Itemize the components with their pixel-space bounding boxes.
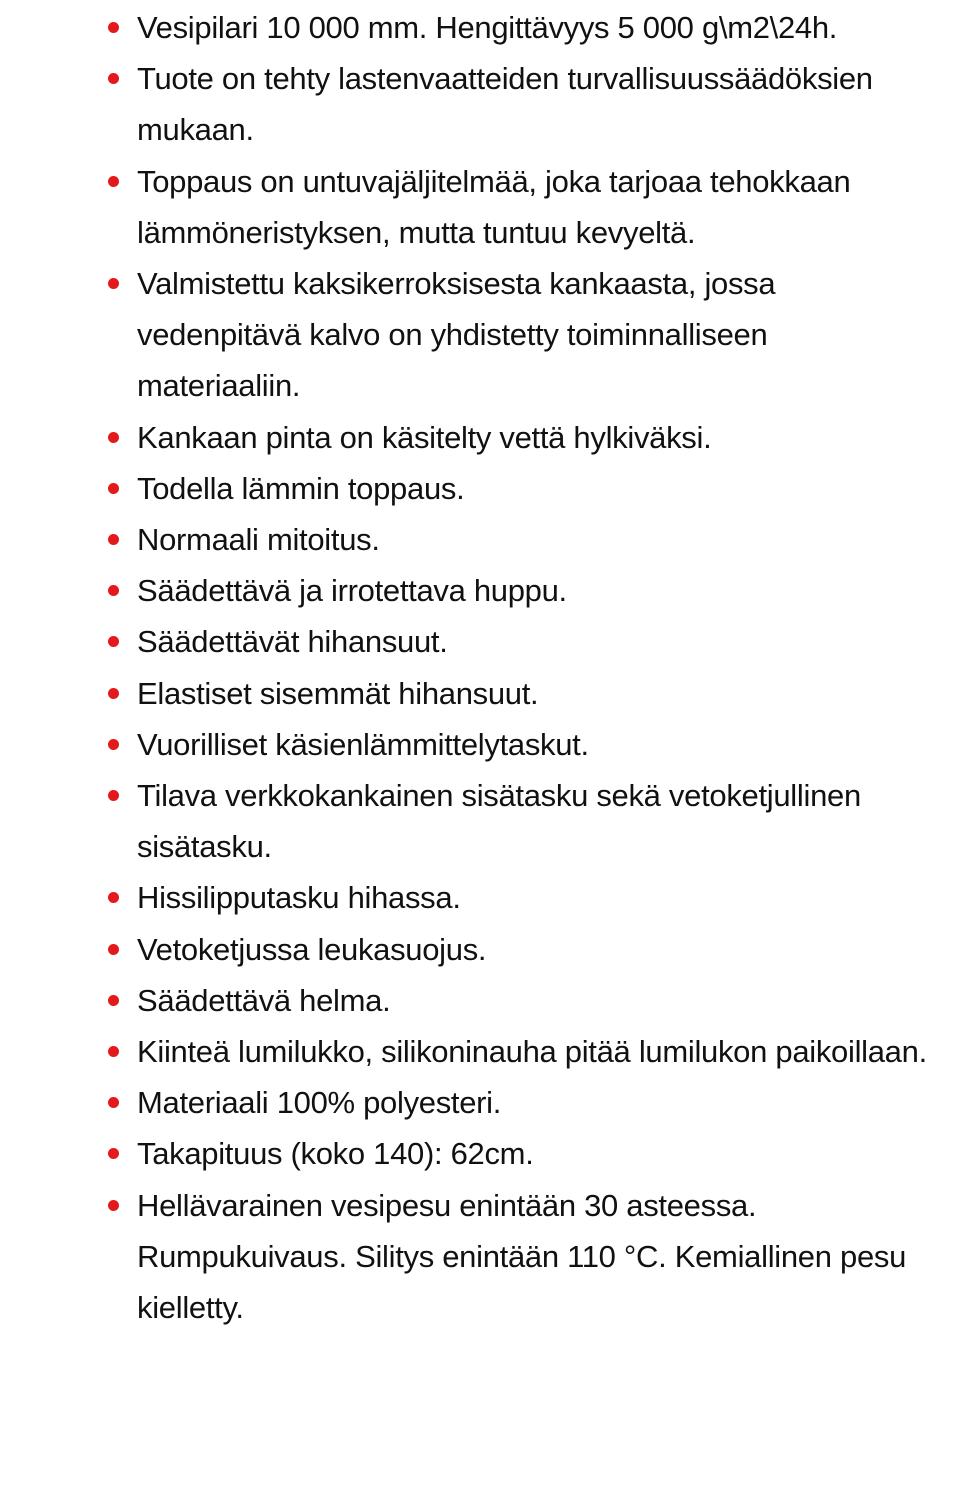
bullet-icon bbox=[108, 1046, 119, 1057]
feature-item bbox=[137, 668, 927, 719]
feature-item bbox=[137, 924, 927, 975]
bullet-icon bbox=[108, 944, 119, 955]
bullet-icon bbox=[108, 22, 119, 33]
feature-item bbox=[137, 1026, 927, 1077]
feature-text: Vetoketjussa leukasuojus. bbox=[137, 931, 487, 967]
feature-item bbox=[137, 1077, 927, 1128]
feature-text: Takapituus (koko 140): 62cm. bbox=[137, 1136, 534, 1172]
feature-item bbox=[137, 872, 927, 923]
feature-item bbox=[137, 412, 927, 463]
bullet-icon bbox=[108, 790, 119, 801]
feature-item bbox=[137, 463, 927, 514]
feature-item bbox=[137, 770, 927, 872]
feature-text: Elastiset sisemmät hihansuut. bbox=[137, 675, 539, 711]
feature-text: Kiinteä lumilukko, silikoninauha pitää lumilukon paikoillaan. bbox=[137, 1034, 927, 1070]
feature-text: Kankaan pinta on käsitelty vettä hylkiväksi. bbox=[137, 419, 712, 455]
feature-text: Hellävarainen vesipesu enintään 30 asteessa. Rumpukuivaus. Silitys enintään 110 °C. Kemiallinen pesu kielletty. bbox=[137, 1187, 907, 1326]
bullet-icon bbox=[108, 1200, 119, 1211]
feature-text: Toppaus on untuvajäljitelmää, joka tarjoaa tehokkaan lämmöneristyksen, mutta tuntuu kevyeltä. bbox=[137, 163, 851, 250]
feature-item bbox=[137, 1180, 927, 1334]
feature-item bbox=[137, 53, 927, 155]
feature-item bbox=[137, 616, 927, 667]
bullet-icon bbox=[108, 688, 119, 699]
feature-item bbox=[137, 258, 927, 412]
feature-text: Tuote on tehty lastenvaatteiden turvallisuussäädöksien mukaan. bbox=[137, 61, 873, 148]
bullet-icon bbox=[108, 1148, 119, 1159]
feature-item bbox=[137, 2, 927, 53]
feature-text: Vesipilari 10 000 mm. Hengittävyys 5 000 g\m2\24h. bbox=[137, 10, 838, 45]
feature-item bbox=[137, 1128, 927, 1179]
bullet-icon bbox=[108, 483, 119, 494]
feature-item bbox=[137, 156, 927, 258]
feature-item bbox=[137, 514, 927, 565]
feature-text: Tilava verkkokankainen sisätasku sekä vetoketjullinen sisätasku. bbox=[137, 778, 861, 865]
feature-text: Normaali mitoitus. bbox=[137, 522, 380, 558]
bullet-icon bbox=[108, 636, 119, 647]
bullet-icon bbox=[108, 432, 119, 443]
feature-text: Valmistettu kaksikerroksisesta kankaasta, jossa vedenpitävä kalvo on yhdistetty toiminnalliseen materiaaliin. bbox=[137, 266, 776, 404]
feature-item bbox=[137, 975, 927, 1026]
bullet-icon bbox=[108, 892, 119, 903]
feature-text: Säädettävät hihansuut. bbox=[137, 624, 448, 660]
feature-text: Todella lämmin toppaus. bbox=[137, 470, 465, 506]
bullet-icon bbox=[108, 585, 119, 596]
feature-text: Hissilipputasku hihassa. bbox=[137, 880, 461, 916]
feature-text: Säädettävä helma. bbox=[137, 982, 391, 1018]
bullet-icon bbox=[108, 73, 119, 84]
feature-text: Materiaali 100% polyesteri. bbox=[137, 1085, 502, 1121]
bullet-icon bbox=[108, 995, 119, 1006]
feature-item bbox=[137, 719, 927, 770]
bullet-icon bbox=[108, 176, 119, 187]
bullet-icon bbox=[108, 278, 119, 289]
feature-item bbox=[137, 565, 927, 616]
bullet-icon bbox=[108, 739, 119, 750]
bullet-icon bbox=[108, 534, 119, 545]
feature-text: Vuorilliset käsienlämmittelytaskut. bbox=[137, 726, 589, 762]
bullet-icon bbox=[108, 1097, 119, 1108]
feature-text: Säädettävä ja irrotettava huppu. bbox=[137, 573, 567, 609]
